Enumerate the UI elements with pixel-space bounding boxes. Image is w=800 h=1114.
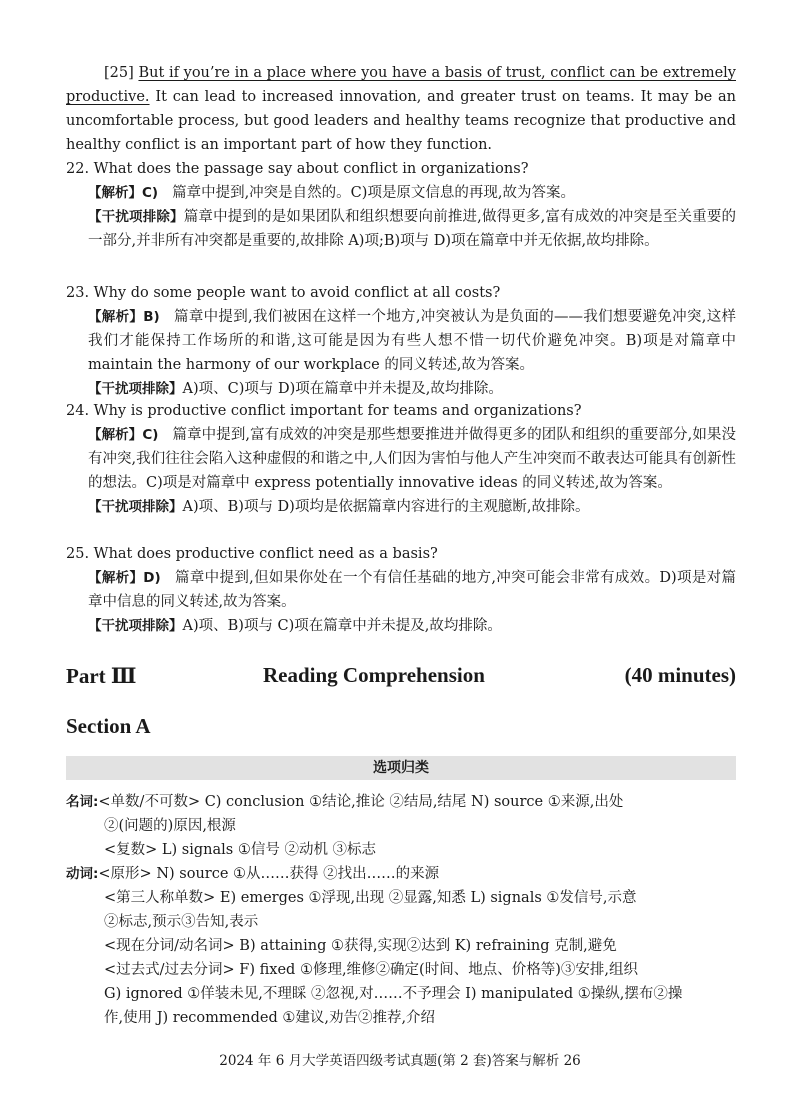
analysis-text: 篇章中提到,富有成效的冲突是那些想要推进并做得更多的团队和组织的重要部分,如果没有冲突,我们往往会陷入这种虚假的和谐之中,人们因为害怕与他人产生冲突而不敢表达可能具有创新性的想法。C)项是对篇章中 express potentially innovative ideas 的同义转述,故为答案。	[88, 427, 737, 491]
vocab-line: <过去式/过去分词> F) fixed ①修理,维修②确定(时间、地点、价格等)③安排,组织	[104, 962, 638, 978]
passage-excerpt	[66, 61, 736, 157]
vocab-line: <复数> L) signals ①信号 ②动机 ③标志	[104, 842, 377, 858]
analysis-tag: 【解析】D)	[88, 570, 161, 586]
question-block-22	[66, 157, 736, 253]
section-heading: Section A	[66, 714, 151, 738]
distractor-tag: 【干扰项排除】	[88, 618, 183, 634]
page-footer: 2024 年 6 月大学英语四级考试真题(第 2 套)答案与解析 26	[219, 1053, 581, 1069]
passage-rest: It can lead to increased innovation, and greater trust on teams. It may be an uncomfortable process, but good leaders and healthy teams recognize that productive and healthy conflict is an important part of how they function.	[66, 89, 736, 153]
analysis-text: 篇章中提到,但如果你处在一个有信任基础的地方,冲突可能会非常有成效。D)项是对篇章中信息的同义转述,故为答案。	[88, 570, 736, 610]
analysis	[66, 181, 736, 205]
vocab-line: ②标志,预示③告知,表示	[104, 914, 259, 930]
question-block-24	[66, 399, 736, 519]
noun-tag: 名词:	[66, 794, 99, 810]
question-text: 24. Why is productive conflict important for teams and organizations?	[66, 403, 582, 419]
vocab-line: G) ignored ①佯装未见,不理睬 ②忽视,对……不予理会 I) manipulated ①操纵,摆布②操	[104, 986, 683, 1002]
vocab-line: <现在分词/动名词> B) attaining ①获得,实现②达到 K) refraining 克制,避免	[104, 938, 617, 954]
part-title: Reading Comprehension	[263, 663, 485, 687]
distractor-text: A)项、B)项与 D)项均是依据篇章内容进行的主观臆断,故排除。	[182, 499, 590, 515]
vocab-line: ②(问题的)原因,根源	[104, 818, 236, 834]
part-heading	[66, 661, 736, 691]
analysis-tag: 【解析】C)	[88, 185, 159, 201]
question-block-25	[66, 542, 736, 638]
distractor-text: 篇章中提到的是如果团队和组织想要向前推进,做得更多,富有成效的冲突是至关重要的一部分,并非所有冲突都是重要的,故排除 A)项;B)项与 D)项在篇章中并无依据,故均排除。	[88, 209, 737, 249]
distractor-elimination	[66, 495, 736, 519]
question-block-23	[66, 281, 736, 401]
distractor-tag: 【干扰项排除】	[88, 381, 183, 397]
analysis	[66, 566, 736, 614]
part-time: (40 minutes)	[624, 663, 736, 687]
verb-row	[66, 862, 736, 886]
distractor-elimination	[66, 205, 736, 253]
vocab-line: <单数/不可数> C) conclusion ①结论,推论 ②结局,结尾 N) source ①来源,出处	[98, 794, 624, 810]
noun-row	[66, 790, 736, 814]
part-label: Part Ⅲ	[66, 664, 137, 688]
distractor-tag: 【干扰项排除】	[88, 499, 183, 515]
distractor-tag: 【干扰项排除】	[88, 209, 184, 225]
analysis-tag: 【解析】C)	[88, 427, 159, 443]
analysis-text: 篇章中提到,冲突是自然的。C)项是原文信息的再现,故为答案。	[172, 185, 576, 201]
distractor-elimination	[66, 377, 736, 401]
question-text: 22. What does the passage say about conflict in organizations?	[66, 161, 529, 177]
question-text: 23. Why do some people want to avoid conflict at all costs?	[66, 285, 501, 301]
distractor-elimination	[66, 614, 736, 638]
paragraph-marker: [25]	[104, 65, 134, 81]
vocab-line: <第三人称单数> E) emerges ①浮现,出现 ②显露,知悉 L) signals ①发信号,示意	[104, 890, 637, 906]
distractor-text: A)项、B)项与 C)项在篇章中并未提及,故均排除。	[182, 618, 502, 634]
vocabulary-classification	[66, 790, 736, 1030]
underlined-key-sentence: But if you’re in a place where you have a basis of trust, conflict can be extremely productive.	[66, 65, 736, 105]
analysis	[66, 423, 736, 495]
option-classification-banner: 选项归类	[66, 756, 736, 780]
question-text: 25. What does productive conflict need as a basis?	[66, 546, 438, 562]
vocab-line: <原形> N) source ①从……获得 ②找出……的来源	[98, 866, 440, 882]
distractor-text: A)项、C)项与 D)项在篇章中并未提及,故均排除。	[182, 381, 503, 397]
vocab-line: 作,使用 J) recommended ①建议,劝告②推荐,介绍	[104, 1010, 436, 1026]
analysis-tag: 【解析】B)	[88, 309, 160, 325]
analysis	[66, 305, 736, 377]
analysis-text: 篇章中提到,我们被困在这样一个地方,冲突被认为是负面的——我们想要避免冲突,这样我们才能保持工作场所的和谐,这可能是因为有些人想不惜一切代价避免冲突。B)项是对篇章中 maintain the harmony of our workplace 的同义转述,故为答案。	[88, 309, 737, 373]
verb-tag: 动词:	[66, 866, 99, 882]
